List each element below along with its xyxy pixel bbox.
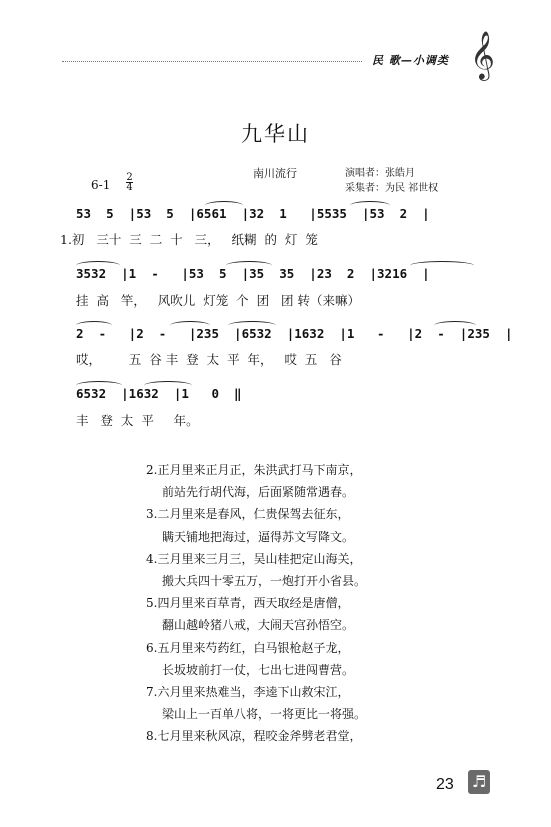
slur <box>144 381 192 390</box>
section-title: 民 歌—小调类 <box>372 54 449 67</box>
verse-line: 2.正月里来正月正，朱洪武打马下南京， <box>146 463 362 477</box>
header-rule <box>62 61 362 62</box>
meter-top: 2 <box>126 172 133 183</box>
slur <box>76 321 112 330</box>
slur <box>170 321 210 330</box>
slur <box>76 381 122 390</box>
verse-line: 翻山越岭猪八戒，大闹天宫孙悟空。 <box>162 618 355 633</box>
verse-line: 4.三月里来三月三，吴山桂把定山海关， <box>146 551 362 566</box>
slur <box>226 261 272 270</box>
score-row-2-notes: 3532 |1 - |53 5 |35 35 |23 2 |3216 | <box>76 266 430 281</box>
treble-clef-icon: 𝄞 <box>470 30 495 79</box>
slur <box>76 261 120 270</box>
verse-line: 前站先行胡代海，后面紧随常遇春。 <box>162 485 355 500</box>
score-row-4-lyrics: 丰 登 太 平 年。 <box>76 413 199 428</box>
verse-line: 搬大兵四十零五万，一炮打开小省县。 <box>162 574 367 589</box>
page-number: 23 <box>436 776 454 793</box>
score-row-2-lyrics: 挂 高 竿， 风吹儿 灯笼 个 团 团 转（来嘛） <box>76 293 361 308</box>
verse-line: 长坂坡前打一仗，七出七进闯曹营。 <box>162 662 355 677</box>
music-note-icon: ♬ <box>468 770 490 794</box>
verses-block <box>146 459 366 748</box>
song-title: 九华山 <box>241 122 310 146</box>
verse-line: 8.七月里来秋风凉，程咬金斧劈老君堂， <box>146 729 362 744</box>
song-origin: 南川流行 <box>253 167 297 180</box>
score-row-1-lyrics: 1.初 三十 三 二 十 三， 纸糊 的 灯 笼 <box>60 232 318 247</box>
meter-bottom: 4 <box>126 182 133 193</box>
slur <box>350 201 390 210</box>
time-signature <box>126 173 133 192</box>
key-signature: 6-1 <box>91 178 111 192</box>
singer-credit: 演唱者：张皓月 <box>345 168 415 179</box>
verse-line: 7.六月里来热难当，李逵下山救宋江， <box>146 685 350 700</box>
verse-line: 瞒天铺地把海过，逼得苏文写降文。 <box>162 529 355 544</box>
slur <box>205 201 243 210</box>
slur <box>434 321 476 330</box>
slur <box>410 261 474 270</box>
credits <box>345 166 438 196</box>
collector-credit: 采集者：为民 祁世权 <box>345 183 439 194</box>
verse-line: 5.四月里来百草青，西天取经是唐僧， <box>146 596 350 611</box>
score-row-1-notes: 53 5 |53 5 |6561 |32 1 |5535 |53 2 | <box>76 206 430 221</box>
slur <box>228 321 276 330</box>
verse-line: 3.二月里来是春风，仁贵保驾去征东， <box>146 507 350 522</box>
verse-line: 梁山上一百单八将，一将更比一将强。 <box>162 707 367 722</box>
verse-line: 6.五月里来芍药红，白马银枪赵子龙， <box>146 640 350 655</box>
score-row-3-lyrics: 哎， 五 谷 丰 登 太 平 年， 哎 五 谷 <box>76 352 342 367</box>
score-row-4-notes: 6532 |1632 |1 0 ‖ <box>76 386 242 401</box>
score-row-3-notes: 2 - |2 - |235 |6532 |1632 |1 - |2 - |235 | <box>76 326 513 341</box>
